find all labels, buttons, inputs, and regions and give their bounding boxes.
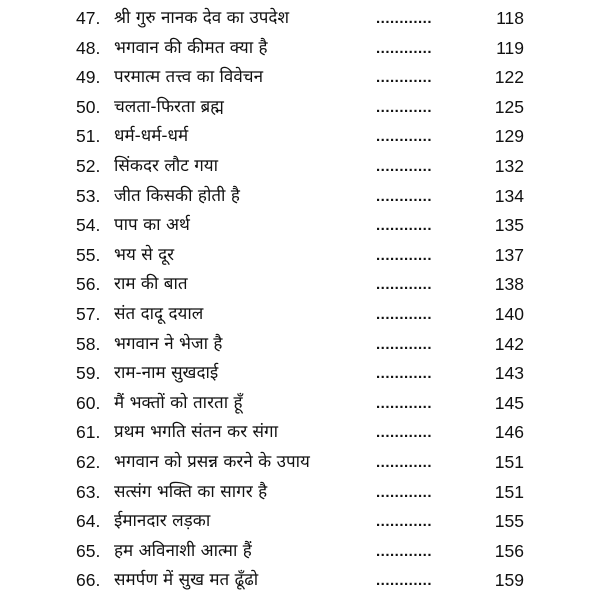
entry-title: भगवान ने भेजा है [114,333,223,354]
entry-page-number: 143 [494,363,524,384]
toc-entry [0,330,600,360]
toc-entry [0,63,600,93]
entry-title: भगवान की कीमत क्या है [114,37,268,58]
dot-leader: ............ [376,542,433,560]
entry-number: 62. [76,451,101,472]
dot-leader: ............ [376,572,433,590]
entry-number: 59. [76,363,101,384]
toc-entry [0,4,600,34]
entry-title: जीत किसकी होती है [114,185,240,206]
dot-leader: ............ [376,10,433,27]
toc-entry [0,34,600,64]
entry-page-number: 135 [494,215,524,236]
dot-leader: ............ [376,365,433,383]
entry-number: 48. [76,37,101,58]
dot-leader: ............ [376,424,433,442]
dot-leader: ............ [376,128,433,146]
entry-number: 50. [76,96,101,117]
table-of-contents [0,4,600,596]
dot-leader: ............ [376,39,433,57]
toc-entry [0,211,600,241]
dot-leader: ............ [376,187,433,205]
dot-leader: ............ [376,305,433,323]
entry-number: 58. [76,333,101,354]
entry-title: राम की बात [114,274,188,295]
entry-page-number: 145 [494,392,524,413]
entry-page-number: 142 [494,333,524,354]
entry-page-number: 129 [494,126,524,147]
entry-title: ईमानदार लड़का [114,511,211,532]
toc-entry [0,270,600,300]
entry-page-number: 132 [494,155,524,176]
toc-entry [0,359,600,389]
entry-title: परमात्म तत्त्व का विवेचन [114,67,264,88]
entry-page-number: 125 [494,96,524,117]
entry-page-number: 156 [494,540,524,561]
dot-leader: ............ [376,483,433,501]
entry-number: 47. [76,8,101,28]
entry-number: 53. [76,185,101,206]
entry-title: राम-नाम सुखदाई [114,363,219,384]
toc-entry [0,566,600,596]
entry-page-number: 137 [494,244,524,265]
toc-entry [0,507,600,537]
entry-title: संत दादू दयाल [114,303,204,324]
toc-entry [0,389,600,419]
entry-title: सिंकदर लौट गया [114,155,219,176]
entry-title: धर्म-धर्म-धर्म [114,126,189,147]
entry-page-number: 146 [494,422,524,443]
entry-title: पाप का अर्थ [114,215,190,236]
toc-entry [0,418,600,448]
entry-number: 61. [76,422,101,443]
entry-title: सत्संग भक्ति का सागर है [114,481,268,502]
entry-number: 64. [76,511,101,532]
entry-title: समर्पण में सुख मत ढूँढो [114,570,259,591]
entry-title: भय से दूर [114,244,175,265]
dot-leader: ............ [376,453,433,471]
entry-number: 54. [76,215,101,236]
entry-number: 49. [76,67,101,88]
toc-entry [0,478,600,508]
entry-number: 55. [76,244,101,265]
dot-leader: ............ [376,98,433,116]
entry-number: 60. [76,392,101,413]
toc-entry [0,537,600,567]
entry-page-number: 138 [494,274,524,295]
entry-number: 51. [76,126,101,147]
toc-entry [0,448,600,478]
dot-leader: ............ [376,513,433,531]
entry-page-number: 118 [496,8,524,28]
toc-entry [0,93,600,123]
toc-entry [0,122,600,152]
dot-leader: ............ [376,276,433,294]
entry-number: 66. [76,570,101,591]
toc-entry [0,300,600,330]
toc-entry [0,182,600,212]
entry-page-number: 159 [494,570,524,591]
dot-leader: ............ [376,69,433,87]
dot-leader: ............ [376,394,433,412]
entry-page-number: 140 [494,303,524,324]
entry-page-number: 151 [494,481,524,502]
entry-title: हम अविनाशी आत्मा हैं [114,540,252,561]
toc-entry [0,241,600,271]
entry-title: प्रथम भगति संतन कर संगा [114,422,279,443]
entry-page-number: 122 [494,67,524,88]
entry-title: मैं भक्तों को तारता हूँ [114,392,243,413]
entry-title: श्री गुरु नानक देव का उपदेश [114,8,290,28]
entry-page-number: 155 [494,511,524,532]
entry-page-number: 134 [494,185,524,206]
entry-number: 65. [76,540,101,561]
entry-page-number: 119 [496,37,524,58]
entry-number: 52. [76,155,101,176]
entry-number: 56. [76,274,101,295]
entry-page-number: 151 [494,451,524,472]
toc-entry [0,152,600,182]
dot-leader: ............ [376,335,433,353]
dot-leader: ............ [376,157,433,175]
entry-title: भगवान को प्रसन्न करने के उपाय [114,451,310,472]
dot-leader: ............ [376,217,433,235]
entry-title: चलता-फिरता ब्रह्म [114,96,224,117]
entry-number: 63. [76,481,101,502]
dot-leader: ............ [376,246,433,264]
entry-number: 57. [76,303,101,324]
